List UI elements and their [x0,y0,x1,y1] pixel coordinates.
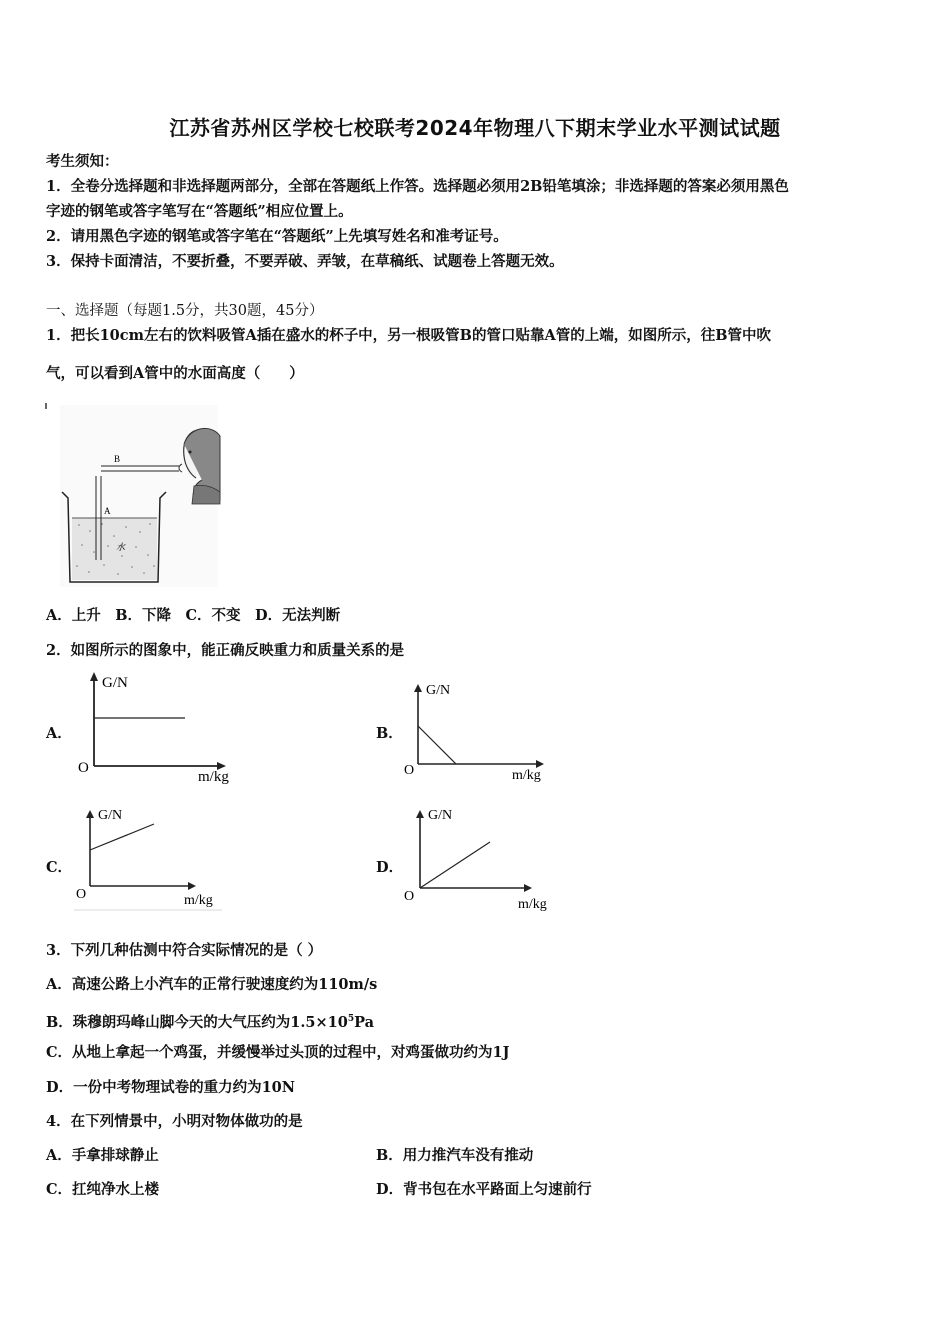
notice-line-1a: 1．全卷分选择题和非选择题两部分，全部在答题纸上作答。选择题必须用2B铅笔填涂；非选择题的答案必须用黑色 [46,178,789,195]
page-title: 江苏省苏州区学校七校联考2024年物理八下期末学业水平测试试题 [169,116,781,140]
water-label: 水 [116,542,126,552]
origin-label: O [78,760,89,776]
x-axis-label: m/kg [518,897,547,912]
x-axis-arrow-icon [188,882,196,890]
q2-option-d-label: D． [376,859,404,876]
y-axis-arrow-icon [416,810,424,818]
q2-graph-b [400,676,560,788]
q2-option-a-label: A． [46,725,72,742]
y-axis-arrow-icon [86,810,94,818]
q3-option-b-unit: Pa [354,1013,374,1031]
q3-option-b-exponent: 5 [347,1014,355,1024]
straw-a-label: A [104,506,111,516]
x-axis-arrow-icon [536,760,544,768]
q4-option-d: D．背书包在水平路面上匀速前行 [376,1181,592,1198]
q3-option-c: C．从地上拿起一个鸡蛋，并缓慢举过头顶的过程中，对鸡蛋做功约为1J [46,1044,510,1061]
notice-line-2: 2．请用黑色字迹的钢笔或答字笔在“答题纸”上先填写姓名和准考证号。 [46,228,508,245]
water [72,518,157,580]
notice-line-3: 3．保持卡面清洁，不要折叠，不要弄破、弄皱，在草稿纸、试题卷上答题无效。 [46,253,564,270]
straw-b-label: B [114,454,121,464]
y-axis-arrow-icon [90,672,98,681]
notice-line-1b: 字迹的钢笔或答字笔写在“答题纸”相应位置上。 [46,203,353,220]
q4-option-a: A．手拿排球静止 [46,1147,159,1164]
q2-graph-d [400,802,565,914]
origin-label: O [404,763,415,778]
y-axis-label: G/N [102,675,128,691]
graph-line [420,842,490,888]
q2-graph-c [72,802,232,914]
x-axis-label: m/kg [512,768,541,783]
q1-options: A．上升 B．下降 C．不变 D．无法判断 [46,607,341,624]
q1-stem-line-1: 1．把长10cm左右的饮料吸管A插在盛水的杯子中，另一根吸管B的管口贴靠A管的上端，如图所示，往B管中吹 [46,327,771,344]
q3-option-a: A．高速公路上小汽车的正常行驶速度约为110m/s [46,976,378,993]
notice-heading: 考生须知： [46,153,119,170]
graph-line [418,726,456,764]
q3-option-b-text: B．珠穆朗玛峰山脚今天的大气压约为1.5×10 [46,1013,348,1031]
origin-label: O [76,887,87,902]
q4-option-c: C．扛纯净水上楼 [46,1181,160,1198]
x-axis-label: m/kg [184,893,213,908]
q2-graph-a [72,668,242,790]
q1-stem-line-2: 气，可以看到A管中的水面高度（ ） [46,365,304,382]
q4-stem: 4．在下列情景中，小明对物体做功的是 [46,1113,303,1130]
q1-straw-figure [44,400,224,590]
q4-option-b: B．用力推汽车没有推动 [376,1147,534,1164]
graph-line [90,824,154,850]
q2-option-c-label: C． [46,859,73,876]
y-axis-label: G/N [426,683,451,698]
q2-stem: 2．如图所示的图象中，能正确反映重力和质量关系的是 [46,642,405,659]
q2-option-b-label: B． [376,725,403,742]
q3-option-d: D．一份中考物理试卷的重力约为10N [46,1079,296,1096]
q3-option-b [46,1009,374,1033]
x-axis-arrow-icon [524,884,532,892]
x-axis-label: m/kg [198,769,229,785]
section-heading: 一、选择题（每题1.5分，共30题，45分） [46,303,324,319]
q3-stem: 3．下列几种估测中符合实际情况的是（ ） [46,942,323,959]
y-axis-label: G/N [98,808,123,823]
origin-label: O [404,889,415,904]
y-axis-label: G/N [428,808,453,823]
y-axis-arrow-icon [414,684,422,692]
